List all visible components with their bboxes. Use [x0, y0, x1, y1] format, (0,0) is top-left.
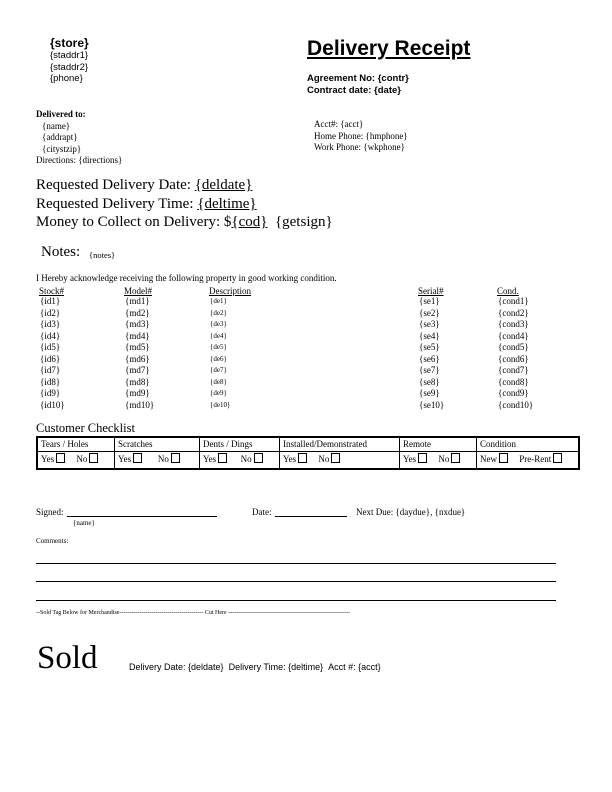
notes-label: Notes:	[41, 244, 81, 260]
store-phone: {phone}	[50, 73, 83, 84]
stock-column	[40, 296, 65, 411]
table-row: {se2}	[419, 307, 440, 318]
option-label: No	[240, 454, 252, 464]
table-row: {id6}	[40, 353, 61, 364]
date-field[interactable]	[275, 507, 347, 517]
agreement-number: Agreement No: {contr}	[307, 73, 409, 84]
cut-line: --Sold Tag Below for Merchandise------------------------------------------ Cut Here -------------------------------------------------------------	[36, 610, 351, 616]
table-row: {se9}	[419, 388, 440, 398]
table-row: {se7}	[419, 365, 440, 375]
work-phone: Work Phone: {wkphone}	[314, 142, 405, 153]
header-stock: Stock#	[39, 286, 65, 296]
table-row: {id7}	[40, 365, 61, 375]
date-label: Date:	[252, 507, 272, 517]
option-label: No	[438, 454, 450, 464]
table-row: {se8}	[419, 376, 440, 387]
table-row: {md8}	[125, 376, 150, 387]
checklist-scratches	[115, 437, 200, 469]
checklist-dents	[200, 437, 280, 469]
table-row: {cond8}	[498, 376, 529, 387]
next-due: Next Due: {daydue}, {nxdue}	[356, 507, 466, 517]
contract-date: Contract date: {date}	[307, 85, 401, 96]
sold-delivery-time: Delivery Time: {deltime}	[228, 662, 324, 672]
store-address-2: {staddr2}	[50, 61, 89, 73]
table-row: {de8}	[210, 377, 227, 386]
table-row: {id3}	[40, 319, 61, 329]
table-row: {cond2}	[498, 307, 529, 318]
no-checkbox[interactable]	[451, 453, 460, 463]
signer-name: {name}	[73, 519, 95, 527]
checklist-title: Customer Checklist	[36, 421, 135, 435]
table-row: {md2}	[125, 307, 150, 318]
no-checkbox[interactable]	[331, 453, 340, 463]
customer-name: {name}	[42, 120, 71, 131]
yes-checkbox[interactable]	[56, 453, 65, 463]
requested-date-value: {deldate}	[194, 177, 253, 193]
serial-column	[419, 296, 444, 411]
checklist-installed	[280, 437, 400, 469]
table-row: {de7}	[210, 366, 227, 374]
table-row: {md7}	[125, 365, 150, 375]
table-row: {se4}	[419, 330, 440, 341]
header-serial: Serial#	[418, 286, 444, 296]
comments-label: Comments:	[36, 537, 69, 545]
option-label: Yes	[41, 454, 55, 464]
table-row: {cond9}	[498, 388, 529, 398]
signed-label: Signed:	[36, 507, 64, 517]
yes-checkbox[interactable]	[133, 453, 142, 463]
yes-checkbox[interactable]	[418, 453, 427, 463]
pre-rent-checkbox[interactable]	[553, 453, 562, 463]
table-row: {de10}	[210, 400, 231, 409]
table-row: {id10}	[40, 399, 65, 410]
table-row: {md1}	[125, 296, 150, 306]
table-row: {de3}	[210, 320, 227, 328]
table-row: {de2}	[210, 308, 227, 317]
delivered-to-block	[36, 109, 122, 167]
checklist-header: Scratches	[115, 438, 199, 452]
option-label: Yes	[118, 454, 132, 464]
sold-info	[129, 662, 381, 672]
table-row: {id5}	[40, 342, 61, 352]
comment-line[interactable]	[36, 600, 556, 601]
table-row: {id2}	[40, 307, 61, 318]
store-name: {store}	[50, 36, 89, 50]
checklist-header: Remote	[400, 438, 476, 452]
option-label: No	[76, 454, 88, 464]
table-row: {id4}	[40, 330, 61, 341]
get-sign: {getsign}	[274, 214, 333, 230]
requested-time-line	[36, 196, 257, 213]
table-row: {se10}	[419, 399, 445, 410]
yes-checkbox[interactable]	[298, 453, 307, 463]
condition-column	[498, 296, 533, 411]
money-collect-value: {cod}	[231, 214, 268, 230]
home-phone: Home Phone: {hmphone}	[314, 130, 408, 141]
new-checkbox[interactable]	[499, 453, 508, 463]
option-label: Pre-Rent	[519, 454, 552, 464]
table-row: {de1}	[210, 297, 227, 305]
table-row: {cond10}	[498, 399, 534, 410]
customer-address: {addrapt}	[42, 132, 78, 143]
table-row: {se5}	[419, 342, 440, 352]
table-row: {de6}	[210, 354, 227, 363]
no-checkbox[interactable]	[171, 453, 180, 463]
signed-line	[36, 507, 217, 517]
table-row: {md4}	[125, 330, 150, 341]
description-column	[210, 296, 230, 411]
table-row: {md5}	[125, 342, 150, 352]
table-row: {id9}	[40, 388, 61, 398]
table-row: {md6}	[125, 353, 150, 364]
table-row: {cond7}	[498, 365, 529, 375]
customer-checklist	[36, 436, 580, 470]
money-collect-label: Money to Collect on Delivery: $	[36, 214, 232, 230]
notes-value: {notes}	[89, 250, 116, 260]
directions: Directions: {directions}	[36, 155, 123, 166]
checklist-remote	[400, 437, 477, 469]
option-label: New	[480, 454, 497, 464]
table-row: {se3}	[419, 319, 440, 329]
table-row: {cond5}	[498, 342, 529, 352]
no-checkbox[interactable]	[254, 453, 263, 463]
option-label: No	[318, 454, 330, 464]
table-row: {de5}	[210, 343, 227, 351]
comment-line[interactable]	[36, 563, 556, 564]
table-row: {md3}	[125, 319, 150, 329]
checklist-tears	[37, 437, 115, 469]
table-row: {cond6}	[498, 353, 529, 364]
option-label: No	[157, 454, 169, 464]
account-number: Acct#: {acct}	[314, 119, 364, 129]
table-row: {cond4}	[498, 330, 529, 341]
comment-line[interactable]	[36, 581, 556, 582]
store-block	[50, 37, 89, 85]
checklist-header: Installed/Demonstrated	[280, 438, 399, 452]
checklist-header: Tears / Holes	[38, 438, 114, 452]
header-model: Model#	[124, 286, 152, 296]
checklist-header: Condition	[477, 438, 578, 452]
store-address-1: {staddr1}	[50, 50, 89, 61]
delivered-to-label: Delivered to:	[36, 109, 86, 119]
date-line	[252, 507, 347, 517]
customer-city-state-zip: {citystzip}	[42, 143, 82, 154]
table-row: {cond3}	[498, 319, 529, 329]
option-label: Yes	[403, 454, 417, 464]
requested-date-line	[36, 177, 252, 194]
checklist-condition	[477, 437, 580, 469]
page-title: Delivery Receipt	[307, 37, 471, 60]
sold-acct: Acct #: {acct}	[328, 662, 381, 672]
table-row: {se1}	[419, 296, 440, 306]
table-row: {md10}	[125, 399, 155, 410]
account-block	[314, 119, 408, 154]
header-description: Description	[209, 286, 251, 296]
checklist-header: Dents / Dings	[200, 438, 279, 452]
table-row: {cond1}	[498, 296, 529, 306]
table-row: {id8}	[40, 376, 61, 387]
table-row: {md9}	[125, 388, 150, 398]
table-row: {id1}	[40, 296, 61, 306]
sold-delivery-date: Delivery Date: {deldate}	[129, 662, 224, 672]
table-row: {se6}	[419, 353, 440, 364]
header-condition: Cond.	[497, 286, 519, 296]
table-row: {de9}	[210, 389, 227, 397]
yes-checkbox[interactable]	[218, 453, 227, 463]
option-label: Yes	[283, 454, 297, 464]
acknowledgement: I Hereby acknowledge receiving the following property in good working condition.	[36, 273, 337, 283]
model-column	[125, 296, 154, 411]
requested-time-value: {deltime}	[197, 196, 257, 212]
option-label: Yes	[203, 454, 217, 464]
table-row: {de4}	[210, 331, 227, 340]
sold-label: Sold	[37, 640, 98, 676]
no-checkbox[interactable]	[89, 453, 98, 463]
requested-date-label: Requested Delivery Date:	[36, 177, 195, 193]
money-collect-line	[36, 214, 333, 231]
signature-field[interactable]	[67, 507, 217, 517]
requested-time-label: Requested Delivery Time:	[36, 196, 198, 212]
agreement-block	[307, 73, 409, 97]
